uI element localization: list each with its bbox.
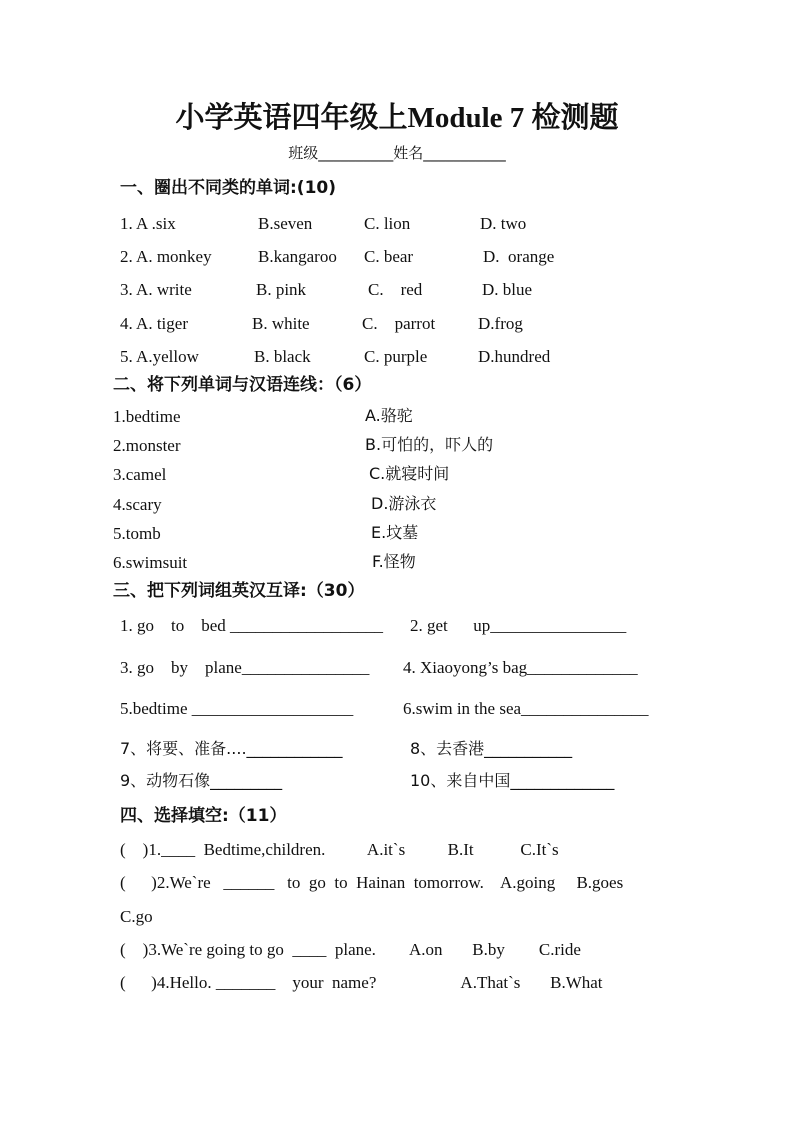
s4-question-2: ( )2.We`re ______ to go to Hainan tomorrow. A.going B.goes xyxy=(120,873,624,892)
s2-meaning-d: D.游泳衣 xyxy=(371,494,437,513)
s3-item-4: 4. Xiaoyong’s bag_____________ xyxy=(403,658,638,677)
s2-meaning-a: A.骆驼 xyxy=(365,406,413,425)
s1-q5-c: C. purple xyxy=(364,347,428,366)
s4-question-2-cont: C.go xyxy=(120,907,153,926)
section1-heading: 一、圈出不同类的单词:(10) xyxy=(120,178,336,198)
s2-meaning-e: E.坟墓 xyxy=(371,523,419,542)
s2-word-4: 4.scary xyxy=(113,495,162,514)
s1-q2-b: B.kangaroo xyxy=(258,247,337,266)
s1-q3-d: D. blue xyxy=(482,280,533,299)
s1-q1-b: B.seven xyxy=(258,214,313,233)
s4-question-4: ( )4.Hello. _______ your name? A.That`s B.What xyxy=(120,973,603,992)
s1-q1-d: D. two xyxy=(480,214,527,233)
s2-word-6: 6.swimsuit xyxy=(113,553,188,572)
s1-q1-c: C. lion xyxy=(364,214,411,233)
s1-q4-b: B. white xyxy=(252,314,310,333)
s3-item-2: 2. get up________________ xyxy=(410,616,627,635)
s2-meaning-b: B.可怕的，吓人的 xyxy=(365,435,494,454)
s3-item-3: 3. go by plane_______________ xyxy=(120,658,370,677)
s2-meaning-f: F.怪物 xyxy=(372,552,416,571)
s3-item-1: 1. go to bed __________________ xyxy=(120,616,384,635)
s1-q3-a: 3. A. write xyxy=(120,280,192,299)
s1-q3-b: B. pink xyxy=(256,280,307,299)
section2-heading: 二、将下列单词与汉语连线：（6） xyxy=(113,375,372,395)
s3-item-10: 10、来自中国_____________ xyxy=(410,771,615,790)
page-title: 小学英语四年级上Module 7 检测题 xyxy=(175,102,619,134)
s1-q2-d: D. orange xyxy=(483,247,555,266)
s2-word-2: 2.monster xyxy=(113,436,181,455)
s1-q5-b: B. black xyxy=(254,347,311,366)
section4-heading: 四、选择填空:（11） xyxy=(120,806,287,826)
s2-word-1: 1.bedtime xyxy=(113,407,181,426)
s3-item-9: 9、动物石像_________ xyxy=(120,771,283,790)
s4-question-3: ( )3.We`re going to go ____ plane. A.on B.by C.ride xyxy=(120,940,581,959)
s2-word-3: 3.camel xyxy=(113,465,167,484)
s4-question-1: ( )1.____ Bedtime,children. A.it`s B.It C.It`s xyxy=(120,840,559,859)
s1-q2-a: 2. A. monkey xyxy=(120,247,212,266)
s1-q5-a: 5. A.yellow xyxy=(120,347,199,366)
s2-meaning-c: C.就寝时间 xyxy=(369,464,450,483)
s1-q5-d: D.hundred xyxy=(478,347,551,366)
s1-q4-a: 4. A. tiger xyxy=(120,314,188,333)
s3-item-6: 6.swim in the sea_______________ xyxy=(403,699,649,718)
s3-item-7: 7、将要、准备....____________ xyxy=(120,739,343,758)
s3-item-8: 8、去香港___________ xyxy=(410,739,573,758)
class-name-line: 班级__________姓名___________ xyxy=(288,144,506,162)
s1-q4-c: C. parrot xyxy=(362,314,436,333)
s1-q4-d: D.frog xyxy=(478,314,523,333)
s3-item-5: 5.bedtime ___________________ xyxy=(120,699,354,718)
s1-q1-a: 1. A .six xyxy=(120,214,176,233)
s1-q2-c: C. bear xyxy=(364,247,414,266)
s1-q3-c: C. red xyxy=(368,280,423,299)
s2-word-5: 5.tomb xyxy=(113,524,161,543)
section3-heading: 三、把下列词组英汉互译:（30） xyxy=(113,581,365,601)
